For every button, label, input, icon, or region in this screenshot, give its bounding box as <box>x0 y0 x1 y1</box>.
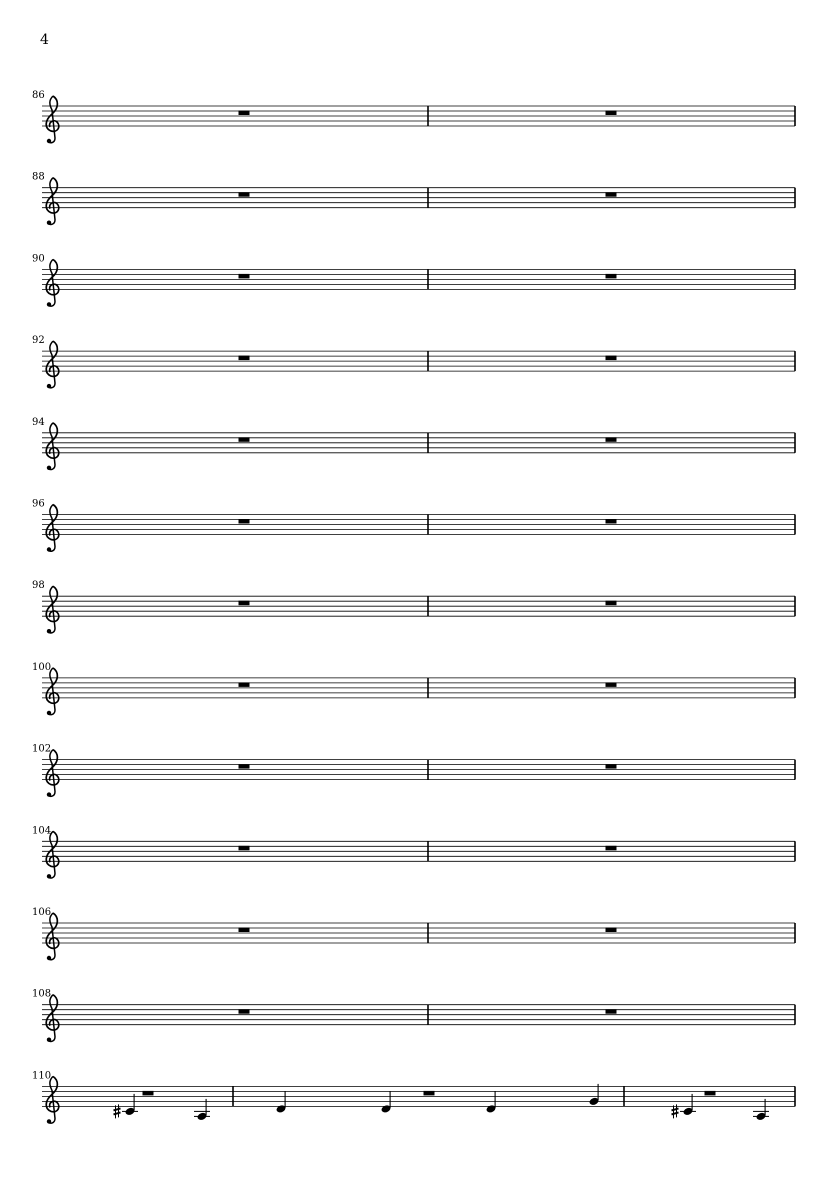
rest <box>239 1009 250 1014</box>
rest <box>239 274 250 279</box>
page-number: 4 <box>40 32 49 48</box>
measure-number: 108 <box>32 988 52 1000</box>
measure-number: 86 <box>32 90 45 101</box>
rest <box>239 437 250 442</box>
staff-lines <box>42 106 795 126</box>
treble-clef-icon <box>46 668 59 715</box>
treble-clef-icon <box>46 96 59 143</box>
staff-lines <box>42 841 795 861</box>
rest <box>606 928 617 933</box>
rest <box>606 111 617 116</box>
measure-number: 92 <box>32 335 45 347</box>
staff-lines <box>42 515 795 535</box>
measure-number: 98 <box>32 580 45 592</box>
rest <box>239 764 250 769</box>
treble-clef-icon <box>46 1076 59 1123</box>
rest <box>606 764 617 769</box>
rest <box>239 928 250 933</box>
measure-number: 106 <box>32 907 52 918</box>
rest <box>239 356 250 361</box>
measure-number: 102 <box>32 743 52 755</box>
measure-number: 104 <box>32 825 52 837</box>
rest <box>239 846 250 851</box>
treble-clef-icon <box>46 505 59 552</box>
treble-clef-icon <box>46 178 59 225</box>
treble-clef-icon <box>46 423 59 470</box>
measure-number: 100 <box>32 661 52 673</box>
rest <box>606 601 617 606</box>
rest <box>606 274 617 279</box>
staff-lines <box>42 596 795 616</box>
staff-lines <box>42 760 795 780</box>
staff-lines <box>42 1005 795 1025</box>
staff-lines <box>42 351 795 371</box>
staff-lines <box>42 433 795 453</box>
treble-clef-icon <box>46 586 59 633</box>
staff-lines <box>42 188 795 208</box>
measure-number: 88 <box>32 171 45 183</box>
measure-number: 96 <box>32 498 45 510</box>
treble-clef-icon <box>46 913 59 960</box>
measure-number: 94 <box>32 416 45 428</box>
rest <box>606 682 617 687</box>
rest <box>424 1091 435 1096</box>
treble-clef-icon <box>46 831 59 878</box>
rest <box>239 192 250 197</box>
rest <box>239 519 250 524</box>
staff-lines <box>42 269 795 289</box>
rest <box>239 111 250 116</box>
staff-lines <box>42 923 795 943</box>
treble-clef-icon <box>46 259 59 306</box>
treble-clef-icon <box>46 341 59 388</box>
staff-lines <box>42 678 795 698</box>
treble-clef-icon <box>46 995 59 1042</box>
rest <box>606 437 617 442</box>
staff-lines <box>42 1086 795 1106</box>
rest <box>606 519 617 524</box>
measure-number: 110 <box>32 1070 52 1082</box>
rest <box>606 356 617 361</box>
rest <box>239 682 250 687</box>
rest <box>705 1091 716 1096</box>
treble-clef-icon <box>46 750 59 797</box>
rest <box>143 1091 154 1096</box>
rest <box>606 1009 617 1014</box>
measure-number: 90 <box>32 253 45 265</box>
rest <box>606 846 617 851</box>
rest <box>239 601 250 606</box>
rest <box>606 192 617 197</box>
